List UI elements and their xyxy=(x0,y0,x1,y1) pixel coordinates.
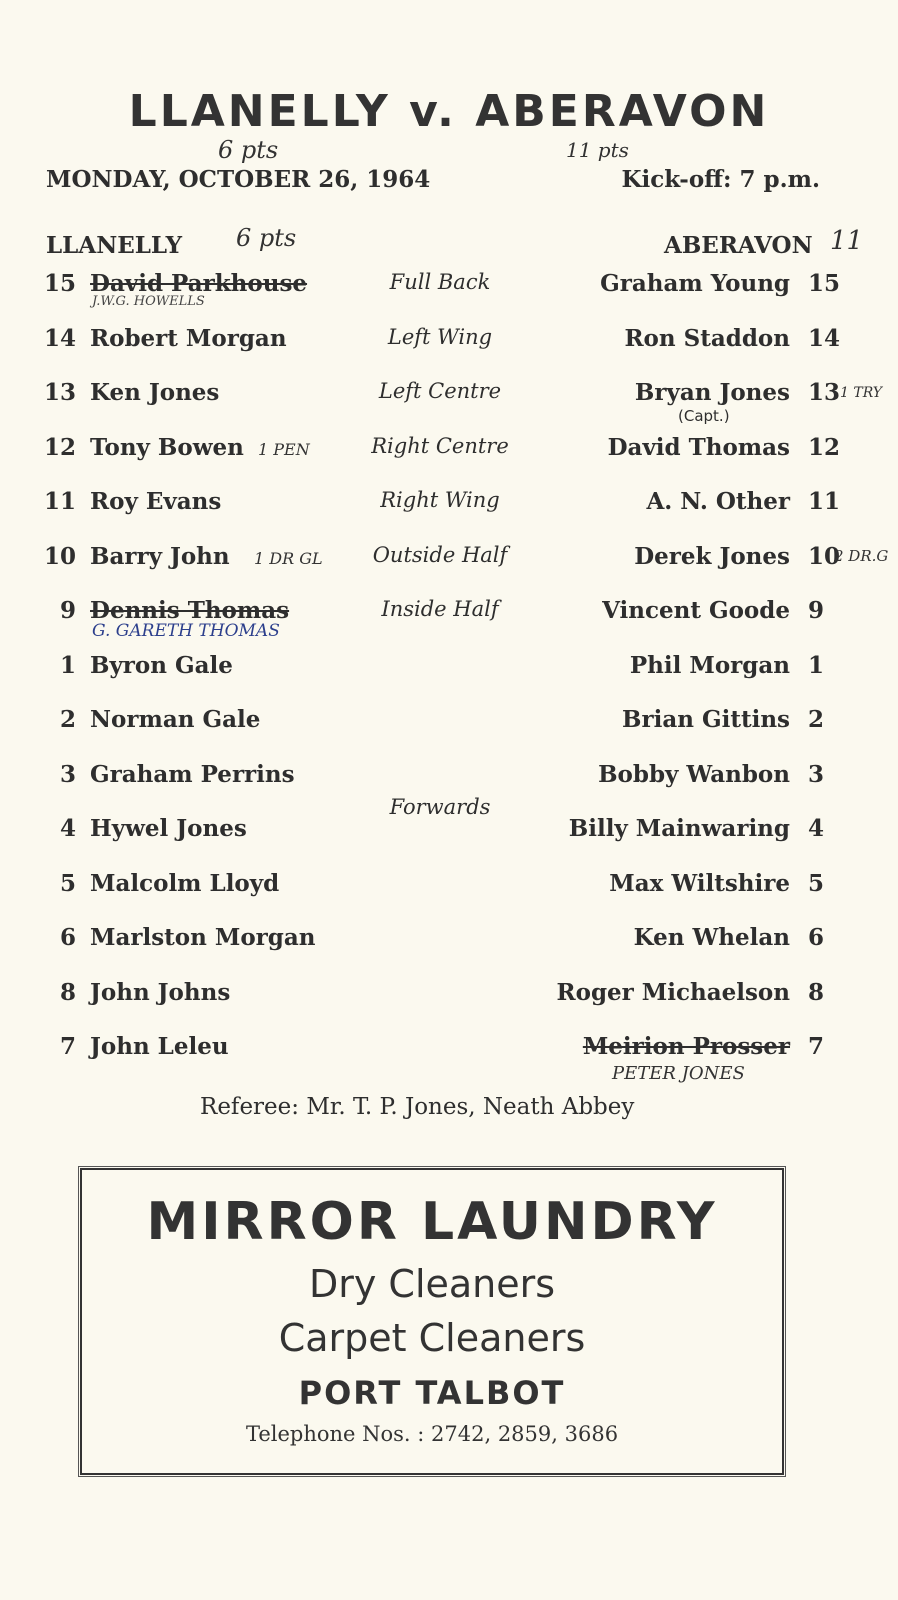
home-player-number: 1 xyxy=(59,651,76,679)
home-player-number: 7 xyxy=(59,1033,76,1060)
home-player-number: 14 xyxy=(43,324,76,352)
away-score-annotation: 11 pts xyxy=(566,138,629,162)
home-player-number: 11 xyxy=(43,488,76,515)
position-label: Full Back xyxy=(389,270,491,294)
away-player-number: 3 xyxy=(808,760,825,788)
home-player-name: Dennis Thomas xyxy=(90,597,290,624)
position-label: Forwards xyxy=(389,795,491,819)
home-player-annotation: J.W.G. HOWELLS xyxy=(92,294,205,309)
position-label: Outside Half xyxy=(372,542,508,567)
away-player-number: 5 xyxy=(808,869,825,897)
match-date: MONDAY, OCTOBER 26, 1964 xyxy=(46,166,431,193)
away-player-number: 11 xyxy=(808,488,841,515)
away-player-number: 14 xyxy=(808,324,841,352)
home-player-name: Hywel Jones xyxy=(90,815,247,842)
home-player-number: 5 xyxy=(59,869,76,897)
home-player-name: Roy Evans xyxy=(90,488,222,515)
away-player-annotation: PETER JONES xyxy=(612,1063,745,1084)
away-player-number: 15 xyxy=(808,270,841,297)
away-player-name: Billy Mainwaring xyxy=(568,815,790,842)
home-player-name: John Johns xyxy=(90,978,231,1006)
home-player-number: 13 xyxy=(43,379,76,406)
away-player-number: 7 xyxy=(808,1033,825,1060)
home-player-number: 4 xyxy=(59,815,76,842)
away-player-number: 1 xyxy=(808,651,825,679)
away-player-name: Ken Whelan xyxy=(633,924,790,951)
home-player-number: 15 xyxy=(43,270,76,297)
away-player-number: 13 xyxy=(808,379,841,406)
advert-town: PORT TALBOT xyxy=(298,1374,566,1412)
away-player-name: David Thomas xyxy=(607,433,790,461)
home-player-name: Norman Gale xyxy=(90,706,261,733)
home-player-number: 3 xyxy=(59,760,76,788)
away-player-name: Bobby Wanbon xyxy=(598,760,790,788)
away-player-number: 9 xyxy=(808,597,825,624)
home-player-name: Graham Perrins xyxy=(90,760,295,788)
position-label: Right Centre xyxy=(371,433,509,458)
advert-service-carpet: Carpet Cleaners xyxy=(278,1316,586,1360)
home-player-number: 10 xyxy=(43,542,76,570)
away-team-heading: ABERAVON xyxy=(664,232,813,259)
away-player-number: 12 xyxy=(808,433,841,461)
home-player-number: 2 xyxy=(59,706,76,733)
home-player-number: 12 xyxy=(43,433,76,461)
home-player-annotation: G. GARETH THOMAS xyxy=(92,621,280,641)
home-player-number: 6 xyxy=(59,924,76,951)
away-player-number: 10 xyxy=(808,542,841,570)
home-player-annotation: 1 DR GL xyxy=(254,548,323,568)
position-label: Left Centre xyxy=(378,379,502,403)
away-player-name: Phil Morgan xyxy=(629,651,790,679)
advert-service-dry: Dry Cleaners xyxy=(308,1262,556,1306)
home-score-annotation: 6 pts xyxy=(218,136,279,164)
away-player-name: Vincent Goode xyxy=(602,597,790,624)
advert-box xyxy=(80,1168,784,1475)
away-player-name: Ron Staddon xyxy=(624,324,790,352)
home-player-name: Tony Bowen xyxy=(90,433,244,461)
away-player-name: Graham Young xyxy=(600,270,790,297)
away-player-name: Max Wiltshire xyxy=(609,869,790,897)
away-player-name: Roger Michaelson xyxy=(556,978,790,1006)
position-label: Right Wing xyxy=(380,488,500,512)
home-player-name: David Parkhouse xyxy=(90,270,308,297)
home-player-name: Ken Jones xyxy=(90,379,220,406)
away-player-number: 2 xyxy=(808,706,825,733)
away-team-score-note: 11 xyxy=(830,226,864,256)
home-player-number: 9 xyxy=(59,597,76,624)
home-player-name: Robert Morgan xyxy=(90,324,287,352)
home-player-name: Marlston Morgan xyxy=(90,924,316,951)
away-player-name: Derek Jones xyxy=(634,542,790,570)
home-team-score-note: 6 pts xyxy=(236,224,297,252)
away-player-annotation: 2 DR.G xyxy=(834,546,889,565)
away-player-number: 6 xyxy=(808,924,825,951)
home-player-name: John Leleu xyxy=(90,1033,229,1060)
advert-telephone: Telephone Nos. : 2742, 2859, 3686 xyxy=(245,1422,619,1446)
away-player-number: 4 xyxy=(808,815,825,842)
advert-business-name: MIRROR LAUNDRY xyxy=(146,1192,718,1252)
away-player-annotation: 1 TRY xyxy=(840,385,883,401)
away-captain-label: (Capt.) xyxy=(678,407,730,425)
away-player-name: Meirion Prosser xyxy=(582,1033,790,1060)
home-player-annotation: 1 PEN xyxy=(258,439,310,459)
away-player-number: 8 xyxy=(808,978,825,1006)
position-label: Inside Half xyxy=(381,597,499,621)
home-player-name: Byron Gale xyxy=(90,651,233,679)
home-player-name: Barry John xyxy=(90,542,230,570)
home-player-name: Malcolm Lloyd xyxy=(90,869,280,897)
kickoff-time: Kick-off: 7 p.m. xyxy=(621,166,820,193)
away-player-name: Brian Gittins xyxy=(622,706,790,733)
away-player-name: Bryan Jones xyxy=(634,379,790,406)
away-player-name: A. N. Other xyxy=(646,488,790,515)
match-title: LLANELLY v. ABERAVON xyxy=(128,86,770,137)
position-label: Left Wing xyxy=(387,324,493,349)
home-player-number: 8 xyxy=(59,978,76,1006)
home-team-heading: LLANELLY xyxy=(46,232,183,259)
referee-line: Referee: Mr. T. P. Jones, Neath Abbey xyxy=(200,1094,635,1120)
